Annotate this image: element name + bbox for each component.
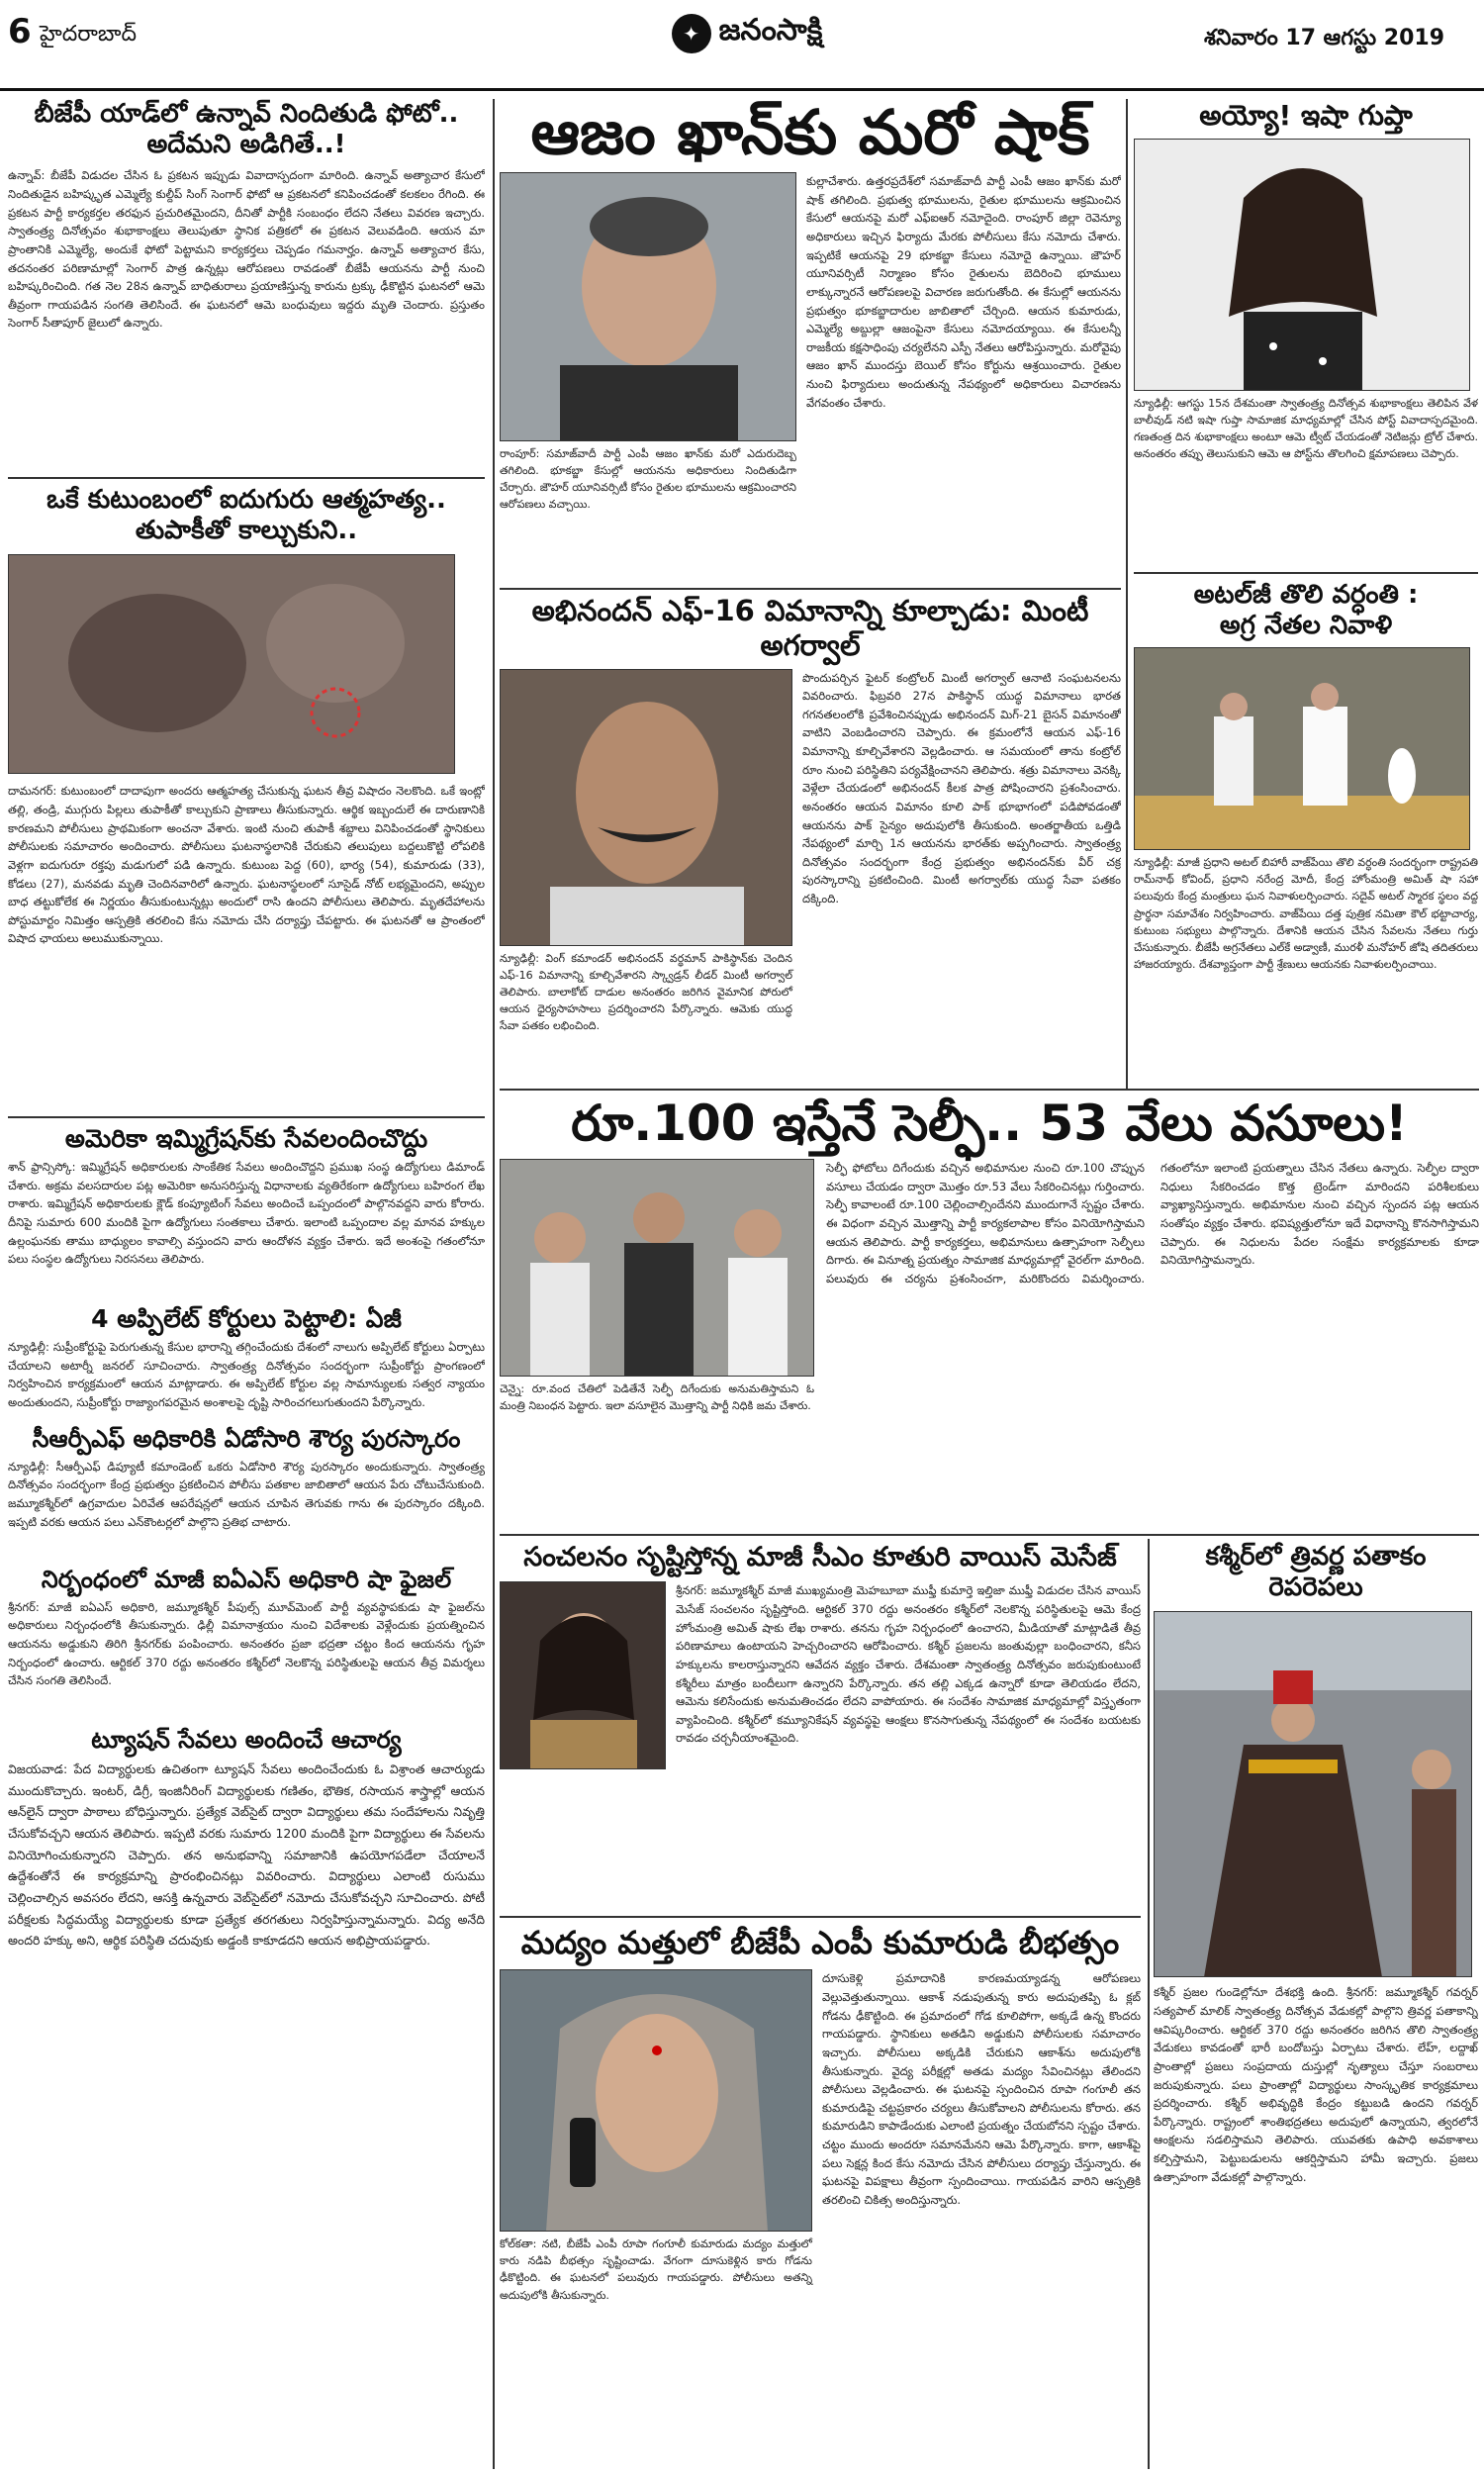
headline: మద్యం మత్తులో బీజేపీ ఎంపీ కుమారుడి బీభత్సం — [520, 1924, 1120, 1961]
dance-photo-illustration — [1155, 1611, 1471, 1977]
scene-photo — [8, 554, 455, 774]
article-body: శ్రీనగర్: మాజీ ఐఏఎస్ అధికారి, జమ్మూకశ్మీర్ పీపుల్స్ మూవ్‌మెంట్ పార్టీ వ్యవస్థాపకుడు షా ఫైజల్‌ను అధికారులు నిర్బంధంలోకి తీసుకున్నారు. ఢిల్లీ విమానాశ్రయం నుంచి విదేశాలకు వెళ్లేందుకు ప్రయత్నించిన ఆయనను అడ్డుకుని తిరిగి శ్రీనగర్‌కు పంపించారు. అనంతరం ప్రజా భద్రతా చట్టం కింద ఆయనను గృహ నిర్బంధంలో ఉంచారు. ఆర్టికల్ 370 రద్దు అనంతరం కశ్మీర్‌లో నెలకొన్న పరిస్థితులపై ఆయన తీవ్ర విమర్శలు చేసిన సంగతి తెలిసిందే. — [8, 1599, 485, 1688]
headline: బీజేపీ యాడ్‌లో ఉన్నావ్ నిందితుడి ఫోటో.. — [34, 99, 459, 129]
photo-caption: న్యూఢిల్లీ: ఆగస్టు 15న దేశమంతా స్వాతంత్ర్య దినోత్సవ శుభాకాంక్షలు తెలిపిన వేళ బాలీవుడ్ నటి ఇషా గుప్తా సామాజిక మాధ్యమాల్లో చేసిన పోస్ట్ వివాదాస్పదమైంది. గణతంత్ర దిన శుభాకాంక్షలు అంటూ ఆమె ట్వీట్ చేయడంతో నెటిజన్లు ట్రోల్ చేశారు. అనంతరం తప్పు తెలుసుకుని ఆమె ఆ పోస్ట్‌ను తొలగించి క్షమాపణలు చెప్పారు. — [1134, 396, 1478, 460]
article-divider — [8, 1116, 485, 1118]
article-tuition — [8, 1726, 485, 2470]
column-divider — [1126, 99, 1128, 1089]
article-divider — [8, 477, 485, 479]
portrait-photo — [500, 1969, 812, 2232]
issue-date: శనివారం 17 ఆగస్టు 2019 — [1203, 26, 1444, 50]
subheadline: అదేమని అడిగితే..! — [146, 130, 346, 160]
article-abhinandan — [500, 594, 1121, 1089]
article-body: విజయవాడ: పేద విద్యార్థులకు ఉచితంగా ట్యూషన్ సేవలు అందించేందుకు ఓ విశ్రాంత ఆచార్యుడు ముందుకొచ్చారు. ఇంటర్, డిగ్రీ, ఇంజినీరింగ్ విద్యార్థులకు గణితం, భౌతిక, రసాయన శాస్త్రాల్లో ఆయన ఆన్‌లైన్ ద్వారా పాఠాలు బోధిస్తున్నారు. ప్రత్యేక వెబ్‌సైట్ ద్వారా విద్యార్థులు తమ సందేహాలను నివృత్తి చేసుకోవచ్చని ఆయన తెలిపారు. ఇప్పటి వరకు సుమారు 1200 మందికి పైగా విద్యార్థులు ఈ సేవలను వినియోగించుకున్నారని చెప్పారు. తన అనుభవాన్ని సమాజానికి ఉపయోగపడేలా చేయాలనే ఉద్దేశంతోనే ఈ కార్యక్రమాన్ని ప్రారంభించినట్లు వివరించారు. విద్యార్థులు ఎలాంటి రుసుము చెల్లించాల్సిన అవసరం లేదని, ఆసక్తి ఉన్నవారు వెబ్‌సైట్‌లో నమోదు చేసుకోవచ్చని సూచించారు. పోటీ పరీక్షలకు సిద్ధమయ్యే విద్యార్థులకు కూడా ప్రత్యేక తరగతులు నిర్వహిస్తున్నామన్నారు. విద్య అనేది అందరి హక్కు అని, ఆర్థిక పరిస్థితి చదువుకు అడ్డంకి కాకూడదని ఆయన అభిప్రాయపడ్డారు. — [8, 1761, 485, 1949]
page-number: 6 — [8, 12, 32, 51]
crowd-photo-illustration — [501, 1159, 813, 1377]
headline: సీఆర్పీఎఫ్ అధికారికి ఏడోసారి శౌర్య పురస్కారం — [32, 1425, 461, 1453]
portrait-photo — [500, 172, 796, 441]
city-label: హైదరాబాద్ — [40, 22, 137, 47]
headline: అభినందన్ ఎఫ్-16 విమానాన్ని కూల్చాడు: మింటీ అగర్వాల్ — [531, 594, 1089, 662]
section-divider — [500, 1534, 1479, 1536]
photo-caption: న్యూఢిల్లీ: వింగ్ కమాండర్ అభినందన్ వర్థమాన్ పాకిస్థాన్‌కు చెందిన ఎఫ్-16 విమానాన్ని కూల్చివేశారని స్క్వాడ్రన్ లీడర్ మింటీ అగర్వాల్ తెలిపారు. బాలాకోట్ దాడుల అనంతరం జరిగిన వైమానిక పోరులో ఆయన ధైర్యసాహసాలు ప్రదర్శించారని పేర్కొన్నారు. ఆమెకు యుద్ధ సేవా పతకం లభించింది. — [500, 951, 792, 1032]
article-body: దామనగర్: కుటుంబంలో దాదాపుగా అందరు ఆత్మహత్య చేసుకున్న ఘటన తీవ్ర విషాదం నెలకొంది. ఒకే ఇంట్లో తల్లి, తండ్రి, ముగ్గురు పిల్లలు తుపాకీతో కాల్చుకుని ప్రాణాలు తీసుకున్నారు. ఆర్థిక ఇబ్బందులే ఈ దారుణానికి కారణమని పోలీసులు ప్రాథమికంగా అంచనా వేశారు. ఇంటి నుంచి తుపాకీ శబ్దాలు వినిపించడంతో స్థానికులు పోలీసులకు సమాచారం అందించారు. పోలీసులు ఘటనాస్థలానికి చేరుకుని తలుపులు బద్దలుకొట్టి లోపలికి వెళ్లగా ఐదుగురూ రక్తపు మడుగులో పడి ఉన్నారు. కుటుంబ పెద్ద (60), భార్య (54), కుమారుడు (33), కోడలు (27), మనవడు మృతి చెందినవారిలో ఉన్నారు. ఘటనాస్థలంలో సూసైడ్ నోట్ లభ్యమైందని, అప్పుల బాధ తట్టుకోలేక ఈ నిర్ణయం తీసుకుంటున్నట్లు అందులో రాసి ఉందని పోలీసులు తెలిపారు. మృతదేహాలను పోస్టుమార్టం నిమిత్తం ఆస్పత్రికి తరలించి కేసు నమోదు చేసి దర్యాప్తు చేపట్టారు. ఈ ఘటనతో ఆ ప్రాంతంలో విషాద ఛాయలు అలుముకున్నాయి. — [8, 784, 485, 946]
article-voice-message — [500, 1542, 1141, 1918]
headline: రూ.100 ఇస్తేనే సెల్ఫీ.. 53 వేలు వసూలు! — [571, 1096, 1408, 1152]
article-body: పొందుపర్చిన ఫైటర్ కంట్రోలర్ మింటీ అగర్వాల్ ఆనాటి సంఘటనలను వివరించారు. ఫిబ్రవరి 27న పాకిస్థాన్ యుద్ధ విమానాలు భారత గగనతలంలోకి ప్రవేశించినప్పుడు అభినందన్ మిగ్-21 బైసన్ విమానంతో వాటిని వెంబడించారని చెప్పారు. ఈ క్రమంలోనే ఆయన ఎఫ్-16 విమానాన్ని కూల్చివేశారని వెల్లడించారు. ఆ సమయంలో తాను కంట్రోల్ రూం నుంచి పరిస్థితిని పర్యవేక్షించానని తెలిపారు. శత్రు విమానాలు వెనక్కి వెళ్లేలా చేయడంలో అభినందన్ కీలక పాత్ర పోషించారని ప్రశంసించారు. అనంతరం ఆయన విమానం కూలి పాక్ భూభాగంలో పడిపోవడంతో ఆయనను పాక్ సైన్యం అదుపులోకి తీసుకుంది. అంతర్జాతీయ ఒత్తిడి నేపథ్యంలో మార్చి 1న ఆయనను భారత్‌కు అప్పగించారు. స్వాతంత్ర్య దినోత్సవం సందర్భంగా కేంద్ర ప్రభుత్వం అభినందన్‌కు వీర్ చక్ర పురస్కారాన్ని ప్రకటించింది. మింటీ అగర్వాల్‌కు యుద్ధ సేవా పతకం దక్కింది. — [802, 670, 1121, 906]
article-family-suicide — [8, 485, 485, 1118]
article-body: న్యూఢిల్లీ: సీఆర్పీఎఫ్ డిప్యూటీ కమాండెంట్ ఒకరు ఏడోసారి శౌర్య పురస్కారం అందుకున్నారు. స్వాతంత్ర్య దినోత్సవం సందర్భంగా కేంద్ర ప్రభుత్వం ప్రకటించిన పోలీసు పతకాల జాబితాలో ఆయన పేరు చోటుచేసుకుంది. జమ్మూకశ్మీర్‌లో ఉగ్రవాదుల ఏరివేత ఆపరేషన్లలో ఆయన చూపిన తెగువకు గాను ఈ పురస్కారం దక్కింది. ఇప్పటి వరకు ఆయన పలు ఎన్‌కౌంటర్లలో పాల్గొని ప్రతిభ చాటారు. — [8, 1459, 485, 1529]
newspaper-logo — [613, 6, 881, 61]
scene-photo-illustration — [9, 554, 454, 774]
article-body: కుల్లాచేశారు. ఉత్తరప్రదేశ్‌లో సమాజ్‌వాదీ పార్టీ ఎంపీ ఆజం ఖాన్‌కు మరో షాక్ తగిలింది. ప్రభుత్వ భూములను, రైతుల భూములను ఆక్రమించిన కేసులో ఆయనపై మరో ఎఫ్ఐఆర్ నమోదైంది. రాంపూర్ జిల్లా రెవెన్యూ అధికారులు ఇచ్చిన ఫిర్యాదు మేరకు పోలీసులు కేసు నమోదు చేశారు. ఇప్పటికే ఆయనపై 29 భూకబ్జా కేసులు నమోదై ఉన్నాయి. జౌహర్ యూనివర్సిటీ నిర్మాణం కోసం రైతులను బెదిరించి భూములు లాక్కున్నారనే ఆరోపణలపై విచారణ జరుగుతోంది. ఈ కేసుల్లో ఆయనను ప్రభుత్వం భూకబ్జాదారుల జాబితాలో చేర్చింది. ఆయన కుమారుడు, ఎమ్మెల్యే అబ్దుల్లా ఆజంపైనా కేసులు నమోదయ్యాయి. ఈ కేసులన్నీ రాజకీయ కక్షసాధింపు చర్యలేనని ఎస్పీ నేతలు ఆరోపిస్తున్నారు. మరోవైపు ఆజం ఖాన్ ముందస్తు బెయిల్ కోసం కోర్టును ఆశ్రయించారు. రైతుల నుంచి ఫిర్యాదులు అందుతున్న నేపథ్యంలో అధికారులు విచారణను వేగవంతం చేశారు. — [806, 174, 1121, 410]
photo-caption: న్యూఢిల్లీ: మాజీ ప్రధాని అటల్ బిహారీ వాజ్‌పేయి తొలి వర్ధంతి సందర్భంగా రాష్ట్రపతి రామ్‌నాథ్ కోవింద్, ప్రధాని నరేంద్ర మోదీ, కేంద్ర హోంమంత్రి అమిత్ షా సహా పలువురు కేంద్ర మంత్రులు ఘన నివాళులర్పించారు. సదైవ్ అటల్ స్మారక స్థలం వద్ద ప్రార్థనా సమావేశం నిర్వహించారు. వాజ్‌పేయి దత్త పుత్రిక నమితా కౌల్ భట్టాచార్య, కుటుంబ సభ్యులు పాల్గొన్నారు. దేశానికి ఆయన చేసిన సేవలను నేతలు గుర్తు చేసుకున్నారు. బీజేపీ అగ్రనేతలు ఎల్‌కే అడ్వాణీ, మురళీ మనోహర్ జోషి తదితరులు హాజరయ్యారు. దేశవ్యాప్తంగా పార్టీ శ్రేణులు ఆయనకు నివాళులర్పించాయి. — [1134, 856, 1478, 971]
article-body: శాన్ ఫ్రాన్సిస్కో: ఇమ్మిగ్రేషన్ అధికారులకు సాంకేతిక సేవలు అందించొద్దని ప్రముఖ సంస్థ ఉద్యోగులు డిమాండ్ చేశారు. అక్రమ వలసదారుల పట్ల అమెరికా అనుసరిస్తున్న విధానాలకు వ్యతిరేకంగా ఉద్యోగులు బహిరంగ లేఖ రాశారు. ఇమ్మిగ్రేషన్ అధికారులకు క్లౌడ్ కంప్యూటింగ్ సేవలు అందించే ఒప్పందంలో పాల్గొనవద్దని వారు కోరారు. దీనిపై సుమారు 600 మందికి పైగా ఉద్యోగులు సంతకాలు చేశారు. ఇలాంటి ఒప్పందాల వల్ల మానవ హక్కుల ఉల్లంఘనకు తాము బాధ్యులం కావాల్సి వస్తుందని వారు ఆందోళన వ్యక్తం చేశారు. ఇదే అంశంపై గతంలోనూ పలు సంస్థల ఉద్యోగులు నిరసనలు తెలిపారు. — [8, 1160, 485, 1267]
column-divider — [1148, 1539, 1150, 2469]
photo-caption: కోల్‌కతా: నటి, బీజేపీ ఎంపీ రూపా గంగూలీ కుమారుడు మద్యం మత్తులో కారు నడిపి బీభత్సం సృష్టించాడు. వేగంగా దూసుకెళ్లిన కారు గోడను ఢీకొట్టింది. ఈ ఘటనలో పలువురు గాయపడ్డారు. పోలీసులు అతన్ని అదుపులోకి తీసుకున్నారు. — [500, 2237, 812, 2302]
article-shah-faesal — [8, 1566, 485, 1724]
headline: ఒకే కుటుంబంలో ఐదుగురు ఆత్మహత్య.. — [46, 485, 446, 515]
article-body: దూసుకెళ్లి ప్రమాదానికి కారణమయ్యాడన్న ఆరోపణలు వెల్లువెత్తుతున్నాయి. ఆకాశ్ నడుపుతున్న కారు అదుపుతప్పి ఓ క్లబ్ గోడను ఢీకొట్టింది. ఈ ప్రమాదంలో గోడ కూలిపోగా, అక్కడే ఉన్న కొందరు గాయపడ్డారు. స్థానికులు అతడిని అడ్డుకుని పోలీసులకు సమాచారం ఇచ్చారు. పోలీసులు అక్కడికి చేరుకుని ఆకాశ్‌ను అదుపులోకి తీసుకున్నారు. వైద్య పరీక్షల్లో అతడు మద్యం సేవించినట్లు తేలిందని పోలీసులు వెల్లడించారు. ఈ ఘటనపై స్పందించిన రూపా గంగూలీ తన కుమారుడిపై చట్టప్రకారం చర్యలు తీసుకోవాలని పోలీసులను కోరారు. తన కుమారుడిని కాపాడేందుకు ఎలాంటి ప్రయత్నం చేయబోనని స్పష్టం చేశారు. చట్టం ముందు అందరూ సమానమేనని ఆమె పేర్కొన్నారు. కాగా, ఆకాశ్‌పై పలు సెక్షన్ల కింద కేసు నమోదు చేసిన పోలీసులు దర్యాప్తు చేస్తున్నారు. ఈ ఘటనపై విపక్షాలు తీవ్రంగా స్పందించాయి. గాయపడిన వారిని ఆస్పత్రికి తరలించి చికిత్స అందిస్తున్నారు. — [822, 1971, 1141, 2207]
headline: 4 అప్పిలేట్ కోర్టులు పెట్టాలి: ఏజీ — [91, 1304, 402, 1333]
headline: సంచలనం సృష్టిస్తోన్న మాజీ సీఎం కూతురి వాయిస్ మెసేజ్ — [523, 1542, 1117, 1572]
article-appellate-courts — [8, 1304, 485, 1421]
subheadline: అగ్ర నేతల నివాళి — [1219, 611, 1393, 641]
article-azam-khan — [500, 99, 1121, 594]
logo-text: జనంసాక్షి — [718, 13, 823, 48]
column-divider — [493, 99, 495, 2469]
article-immigration — [8, 1124, 485, 1300]
article-body: శ్రీనగర్: జమ్మూకశ్మీర్ మాజీ ముఖ్యమంత్రి మెహబూబా ముఫ్తీ కుమార్తె ఇల్తిజా ముఫ్తీ విడుదల చేసిన వాయిస్ మెసేజ్ సంచలనం సృష్టిస్తోంది. ఆర్టికల్ 370 రద్దు అనంతరం కశ్మీర్‌లో నెలకొన్న పరిస్థితులపై ఆమె కేంద్ర హోంమంత్రి అమిత్ షాకు లేఖ రాశారు. తనను గృహ నిర్బంధంలో ఉంచారని, మీడియాతో మాట్లాడితే తీవ్ర పరిణామాలు ఉంటాయని హెచ్చరించారని ఆరోపించారు. కశ్మీర్ ప్రజలను జంతువుల్లా బంధించారని, కనీస హక్కులను కాలరాస్తున్నారని ఆవేదన వ్యక్తం చేశారు. దేశమంతా స్వాతంత్ర్య దినోత్సవం జరుపుకుంటుంటే కశ్మీరీలు మాత్రం బందీలుగా ఉన్నారని పేర్కొన్నారు. తన తల్లి ఎక్కడ ఉన్నారో కూడా తెలియడం లేదని, ఆమెను కలిసేందుకు అనుమతించడం లేదని వాపోయారు. ఈ సందేశం సామాజిక మాధ్యమాల్లో విస్తృతంగా వ్యాపించింది. కశ్మీర్‌లో కమ్యూనికేషన్ వ్యవస్థపై ఆంక్షలు కొనసాగుతున్న నేపథ్యంలో ఈ సందేశం బయటకు రావడం చర్చనీయాంశమైంది. — [676, 1583, 1141, 1746]
portrait-photo-illustration — [501, 1581, 665, 1769]
ceremony-photo — [1134, 647, 1470, 850]
masthead — [0, 0, 1484, 91]
headline: అమెరికా ఇమ్మిగ్రేషన్‌కు సేవలందించొద్దు — [64, 1124, 428, 1153]
article-kashmir-flag — [1154, 1542, 1478, 2470]
article-divider — [1134, 572, 1478, 574]
article-bjp-mp-son — [500, 1924, 1141, 2470]
headline: ఆజం ఖాన్‌కు మరో షాక్ — [530, 99, 1090, 168]
photo-caption: చెన్నై: రూ.వంద చేతిలో పెడితేనే సెల్ఫీ దిగేందుకు అనుమతిస్తామని ఓ మంత్రి నిబంధన పెట్టారు. ఇలా వసూలైన మొత్తాన్ని పార్టీ నిధికి జమ చేశారు. — [500, 1382, 814, 1413]
ceremony-photo-illustration — [1135, 647, 1469, 850]
article-body: ఉన్నావ్: బీజేపీ విడుదల చేసిన ఓ ప్రకటన ఇప్పుడు వివాదాస్పదంగా మారింది. ఉన్నావ్ అత్యాచార కేసులో నిందితుడైన బహిష్కృత ఎమ్మెల్యే కుల్దీప్ సింగ్ సెంగార్ ఫోటో ఆ ప్రకటనలో కనిపించడంతో కలకలం రేగింది. ఈ ప్రకటన పార్టీ కార్యకర్తల తరఫున ప్రచురితమైందని, దీనితో పార్టీకి సంబంధం లేదని నేతలు వివరణ ఇచ్చారు. స్వాతంత్ర్య దినోత్సవం శుభాకాంక్షలు తెలుపుతూ స్థానిక పత్రికలో ఈ ప్రకటన వెలువడింది. ఆయన మా ప్రాంతానికి ఎమ్మెల్యే, అందుకే ఫోటో పెట్టామని కార్యకర్తలు చెప్పడం గమనార్హం. ఉన్నావ్ అత్యాచార కేసు, తదనంతర పరిణామాల్లో సెంగార్ పాత్ర ఉన్నట్లు ఆరోపణలు రావడంతో బీజేపీ ఆయనను పార్టీ నుంచి బహిష్కరించింది. గత నెల 28న ఉన్నావ్ బాధితురాలు ప్రయాణిస్తున్న కారును ట్రక్కు ఢీకొట్టిన ఘటనలో ఆమె తీవ్రంగా గాయపడిన సంగతి తెలిసిందే. ఈ ఘటనలో ఆమె బంధువులు ఇద్దరు మృతి చెందారు. ప్రస్తుతం సెంగార్ సీతాపూర్ జైలులో ఉన్నారు. — [8, 168, 485, 331]
subheadline: రెపరెపలు — [1268, 1572, 1363, 1603]
crowd-photo — [500, 1159, 814, 1377]
portrait-photo — [500, 1581, 666, 1769]
article-body: న్యూఢిల్లీ: సుప్రీంకోర్టుపై పెరుగుతున్న కేసుల భారాన్ని తగ్గించేందుకు దేశంలో నాలుగు అప్పిలేట్ కోర్టులు ఏర్పాటు చేయాలని అటార్నీ జనరల్ సూచించారు. స్వాతంత్ర్య దినోత్సవం సందర్భంగా సుప్రీంకోర్టు ప్రాంగణంలో నిర్వహించిన కార్యక్రమంలో ఆయన మాట్లాడారు. ఈ అప్పిలేట్ కోర్టుల వల్ల సామాన్యులకు సత్వర న్యాయం అందుతుందని, సుప్రీంకోర్టు రాజ్యాంగపరమైన అంశాలపై దృష్టి సారించగలుగుతుందని పేర్కొన్నారు. — [8, 1340, 485, 1409]
article-divider — [500, 1916, 1141, 1918]
photo-caption: రాంపూర్: సమాజ్‌వాదీ పార్టీ ఎంపీ ఆజం ఖాన్‌కు మరో ఎదురుదెబ్బ తగిలింది. భూకబ్జా కేసుల్లో ఆయనను అధికారులు నిందితుడిగా చేర్చారు. జౌహర్ యూనివర్సిటీ కోసం రైతుల భూములను ఆక్రమించారని ఆరోపణలు వచ్చాయి. — [500, 447, 796, 512]
headline: నిర్బంధంలో మాజీ ఐఏఎస్ అధికారి షా ఫైజల్ — [41, 1566, 452, 1593]
article-body: సెల్ఫీ ఫోటోలు దిగేందుకు వచ్చిన అభిమానుల నుంచి రూ.100 చొప్పున వసూలు చేయడం ద్వారా మొత్తం రూ.53 వేలు సేకరించినట్లు గుర్తించారు. సెల్ఫీ కావాలంటే రూ.100 చెల్లించాల్సిందేనని ముందుగానే స్పష్టం చేశారు. ఈ విధంగా వచ్చిన మొత్తాన్ని పార్టీ కార్యకలాపాల కోసం వినియోగిస్తామని ఆయన తెలిపారు. పార్టీ కార్యకర్తలు, అభిమానులు ఉత్సాహంగా సెల్ఫీలు దిగారు. ఈ వినూత్న ప్రయత్నం సామాజిక మాధ్యమాల్లో వైరల్‌గా మారింది. పలువురు ఈ చర్యను ప్రశంసించగా, మరికొందరు విమర్శించారు. గతంలోనూ ఇలాంటి ప్రయత్నాలు చేసిన నేతలు ఉన్నారు. సెల్ఫీల ద్వారా నిధులు సేకరించడం కొత్త ట్రెండ్‌గా మారిందని పరిశీలకులు వ్యాఖ్యానిస్తున్నారు. అభిమానుల నుంచి వచ్చిన స్పందన పట్ల ఆయన సంతోషం వ్యక్తం చేశారు. భవిష్యత్తులోనూ ఇదే విధానాన్ని కొనసాగిస్తామని చెప్పారు. ఈ నిధులను పేదల సంక్షేమ కార్యక్రమాలకు కూడా వినియోగిస్తామన్నారు. — [826, 1161, 1479, 1285]
subheadline: తుపాకీతో కాల్చుకుని.. — [135, 516, 358, 546]
portrait-photo-illustration — [501, 669, 791, 946]
portrait-photo — [500, 669, 792, 946]
headline: ట్యూషన్ సేవలు అందించే ఆచార్య — [91, 1726, 402, 1754]
dance-photo — [1154, 1611, 1472, 1977]
section-divider — [500, 1089, 1479, 1091]
article-divider — [500, 588, 1121, 590]
article-selfie-fee — [500, 1096, 1479, 1537]
portrait-photo-illustration — [1135, 139, 1469, 391]
article-crpf-award — [8, 1425, 485, 1564]
article-esha-gupta — [1134, 99, 1478, 614]
article-body: కశ్మీర్ ప్రజల గుండెల్లోనూ దేశభక్తి ఉంది. శ్రీనగర్: జమ్మూకశ్మీర్ గవర్నర్ సత్యపాల్ మాలిక్ స్వాతంత్ర్య దినోత్సవ వేడుకల్లో పాల్గొని త్రివర్ణ పతాకాన్ని ఆవిష్కరించారు. ఆర్టికల్ 370 రద్దు అనంతరం జరిగిన తొలి స్వాతంత్ర్య వేడుకలు కావడంతో భారీ బందోబస్తు ఏర్పాటు చేశారు. లేహ్, లద్దాఖ్ ప్రాంతాల్లో ప్రజలు సంప్రదాయ దుస్తుల్లో నృత్యాలు చేస్తూ సంబరాలు జరుపుకున్నారు. పలు ప్రాంతాల్లో విద్యార్థులు సాంస్కృతిక కార్యక్రమాలు ప్రదర్శించారు. కశ్మీర్ అభివృద్ధికి కేంద్రం కట్టుబడి ఉందని గవర్నర్ పేర్కొన్నారు. రాష్ట్రంలో శాంతిభద్రతలు అదుపులో ఉన్నాయని, త్వరలోనే ఆంక్షలను సడలిస్తామని తెలిపారు. యువతకు ఉపాధి అవకాశాలు కల్పిస్తామని, పెట్టుబడులను ఆకర్షిస్తామని హామీ ఇచ్చారు. ప్రజలు ఉత్సాహంగా వేడుకల్లో పాల్గొన్నారు. — [1154, 1985, 1478, 2184]
portrait-photo — [1134, 139, 1470, 391]
headline: అటల్‌జీ తొలి వర్ధంతి : — [1193, 580, 1419, 610]
logo-emblem-icon: ✦ — [672, 14, 711, 53]
article-atal-anniversary — [1134, 580, 1478, 1089]
headline: కశ్మీర్‌లో త్రివర్ణ పతాకం — [1205, 1542, 1427, 1571]
headline: అయ్యో! ఇషా గుప్తా — [1199, 99, 1413, 132]
portrait-photo-illustration — [501, 172, 795, 441]
portrait-photo-illustration — [501, 1969, 811, 2232]
